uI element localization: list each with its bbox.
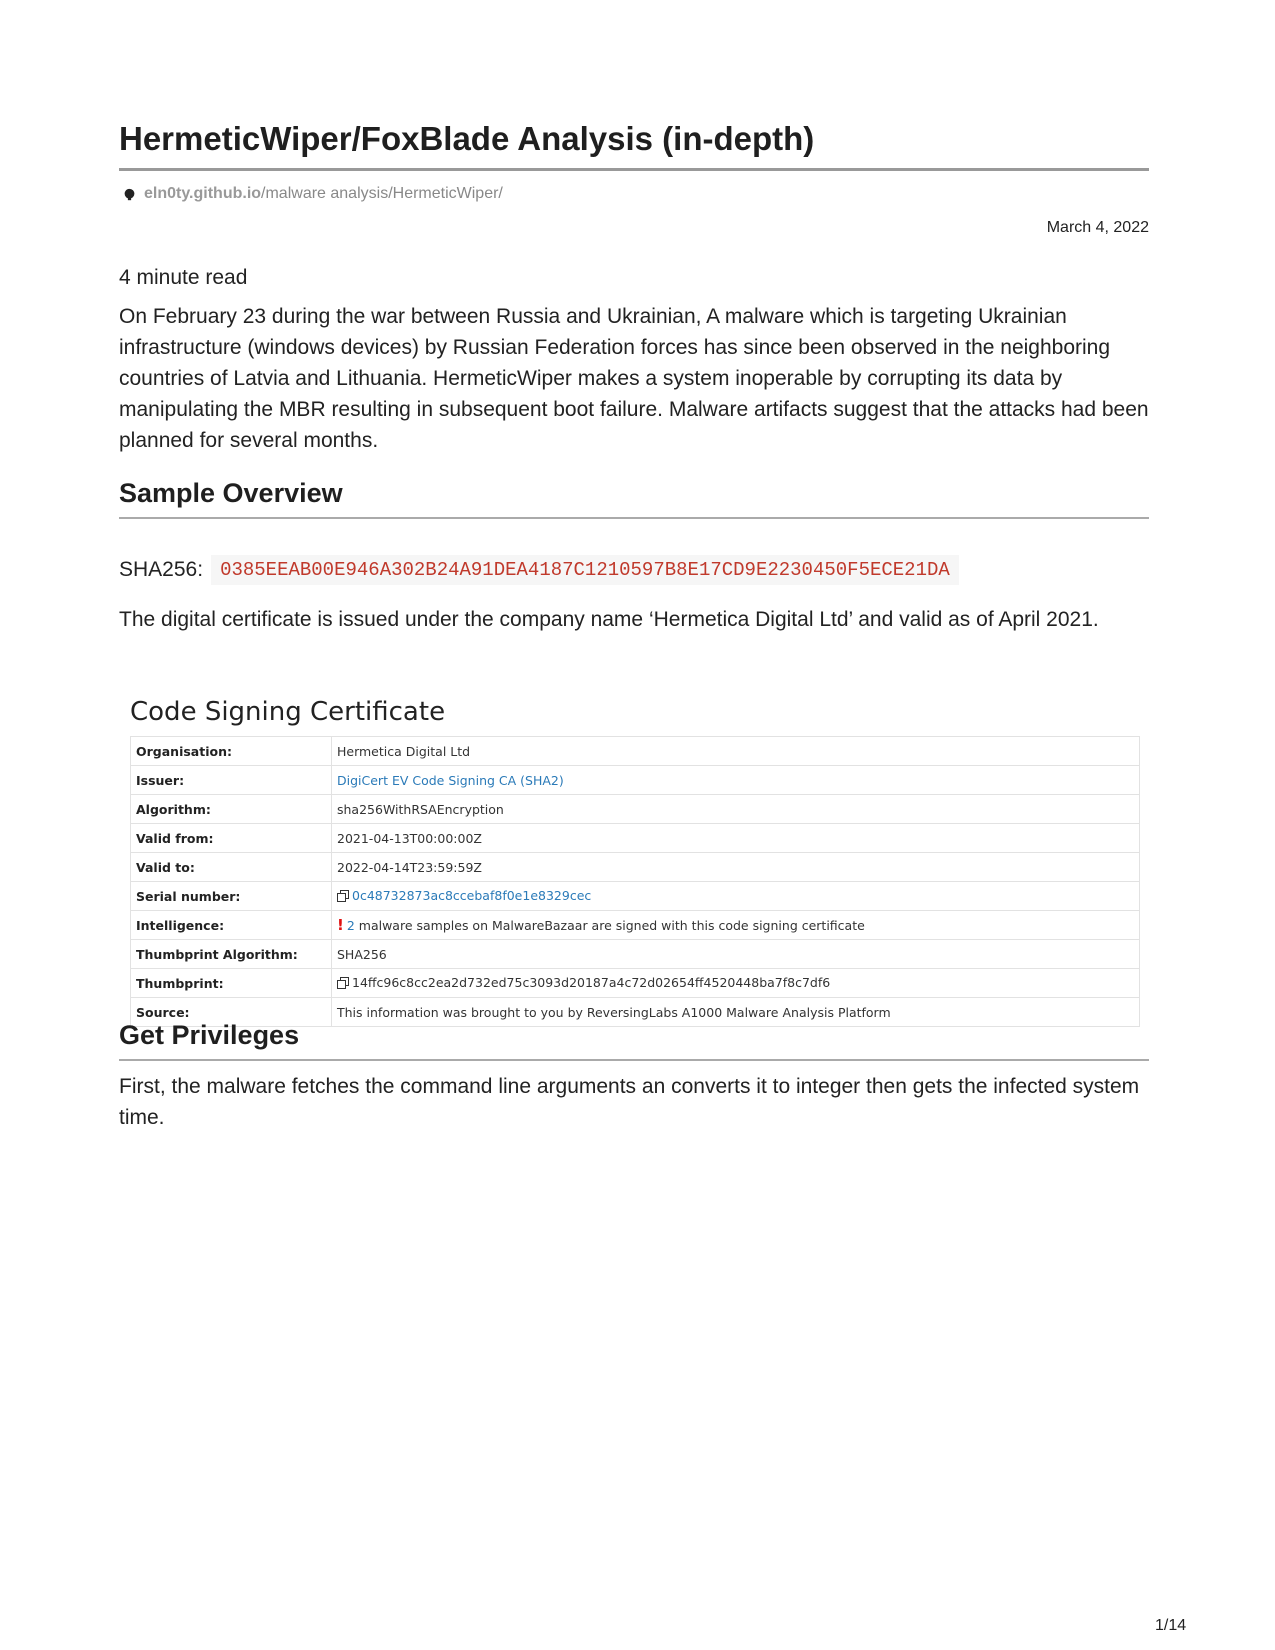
- cert-key: Organisation:: [131, 737, 332, 766]
- table-row: [131, 882, 1140, 911]
- source-line[interactable]: [123, 185, 503, 203]
- intro-paragraph: On February 23 during the war between Russia and Ukrainian, A malware which is targeting Ukrainian infrastructure (windows devices) by Russian Federation forces has since been observed in the neighboring countries of Latvia and Lithuania. HermeticWiper makes a system inoperable by corrupting its data by manipulating the MBR resulting in subsequent boot failure. Malware artifacts suggest that the attacks had been planned for several months.: [119, 305, 1149, 452]
- cert-key: Serial number:: [131, 882, 332, 911]
- sample-overview-heading: Sample Overview: [119, 478, 1149, 519]
- table-row: [131, 737, 1140, 766]
- cert-key: Thumbprint Algorithm:: [131, 940, 332, 969]
- table-row: [131, 969, 1140, 998]
- cert-value: Hermetica Digital Ltd: [332, 737, 1140, 766]
- cert-value: malware samples on MalwareBazaar are signed with this code signing certificate: [354, 918, 865, 933]
- cert-value: This information was brought to you by ReversingLabs A1000 Malware Analysis Platform: [332, 998, 1140, 1027]
- table-row: [131, 853, 1140, 882]
- serial-number-link[interactable]: 0c48732873ac8ccebaf8f0e1e8329cec: [352, 887, 592, 903]
- get-privileges-heading: Get Privileges: [119, 1020, 1149, 1061]
- cert-key: Intelligence:: [131, 911, 332, 940]
- cert-key: Issuer:: [131, 766, 332, 795]
- table-row: [131, 766, 1140, 795]
- certificate-table: [130, 736, 1140, 1027]
- cert-value: 2021-04-13T00:00:00Z: [332, 824, 1140, 853]
- github-icon: [123, 188, 136, 201]
- certificate-paragraph: The digital certificate is issued under the company name ‘Hermetica Digital Ltd’ and valid as of April 2021.: [119, 608, 1099, 631]
- copy-icon[interactable]: [337, 890, 349, 905]
- table-row: [131, 911, 1140, 940]
- table-row: [131, 824, 1140, 853]
- cert-key: Valid from:: [131, 824, 332, 853]
- source-domain[interactable]: eln0ty.github.io: [144, 185, 262, 202]
- table-row: [131, 795, 1140, 824]
- sha256-label: SHA256:: [119, 558, 204, 581]
- source-path[interactable]: /malware analysis/HermeticWiper/: [261, 185, 503, 202]
- certificate-title: Code Signing Certificate: [130, 697, 446, 727]
- cert-key: Valid to:: [131, 853, 332, 882]
- cert-value: sha256WithRSAEncryption: [332, 795, 1140, 824]
- thumbprint-value: 14ffc96c8cc2ea2d732ed75c3093d20187a4c72d02654ff4520448ba7f8c7df6: [352, 974, 831, 990]
- cert-key: Thumbprint:: [131, 969, 332, 998]
- sha256-value[interactable]: 0385EEAB00E946A302B24A91DEA4187C1210597B8E17CD9E2230450F5ECE21DA: [211, 555, 959, 585]
- cert-key: Algorithm:: [131, 795, 332, 824]
- code-signing-certificate-image: [130, 697, 1140, 1027]
- alert-icon: !: [337, 916, 344, 934]
- cert-value: 2022-04-14T23:59:59Z: [332, 853, 1140, 882]
- copy-icon[interactable]: [337, 977, 349, 992]
- cert-value: SHA256: [332, 940, 1140, 969]
- issuer-link[interactable]: DigiCert EV Code Signing CA (SHA2): [337, 772, 564, 788]
- page-number: 1/14: [1155, 1617, 1187, 1634]
- cert-key: Source:: [131, 998, 332, 1027]
- privileges-paragraph: First, the malware fetches the command line arguments an converts it to integer then gets the infected system time.: [119, 1075, 1140, 1129]
- malware-count-link[interactable]: 2: [346, 918, 355, 933]
- table-row: [131, 940, 1140, 969]
- read-time: 4 minute read: [119, 266, 248, 289]
- page-title: HermeticWiper/FoxBlade Analysis (in-depth): [119, 120, 1149, 171]
- sha256-row: [119, 555, 959, 585]
- post-date: March 4, 2022: [1046, 219, 1149, 236]
